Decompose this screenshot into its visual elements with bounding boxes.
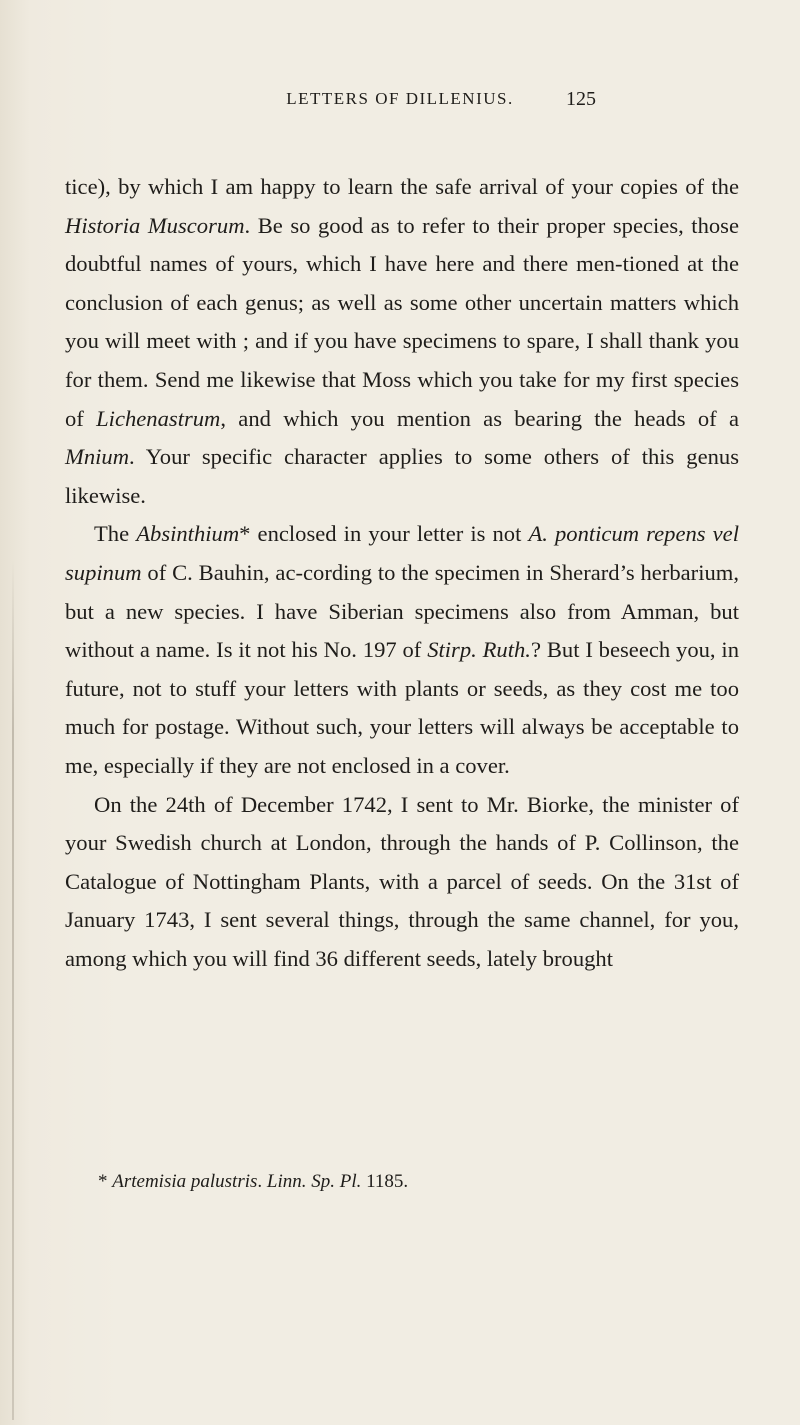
italic-text-run: Mnium xyxy=(65,444,130,470)
italic-text-run: Stirp. Ruth. xyxy=(427,637,531,663)
text-run: The xyxy=(94,521,137,547)
italic-text-run: A. ponticum repens vel supinum xyxy=(65,521,739,585)
text-run: , and which you mention as bearing the heads of a xyxy=(220,405,739,431)
paragraph-2 xyxy=(65,515,739,785)
text-run: . Be so good as to refer to their proper species, those doubtful names of yours, which I have here and there men-tioned at the conclusion of each genus; as well as some other uncertain matters which you will meet with ; and if you have specimens to spare, I shall thank you for them. Send me likewise that Moss which you take for my first species of xyxy=(65,212,739,431)
italic-text-run: Absinthium xyxy=(136,521,240,547)
paragraph-3 xyxy=(65,786,739,979)
text-run: . xyxy=(257,1171,267,1192)
text-run: of C. Bauhin, ac-cording to the specimen in Sherard’s herbarium, but a new species. I have Siberian specimens also from Amman, but without a name. Is it not his No. 197 of xyxy=(65,559,739,663)
italic-text-run: Lichenastrum xyxy=(96,405,221,431)
text-run: * xyxy=(98,1171,113,1192)
italic-text-run: Historia Muscorum xyxy=(65,212,245,238)
footnote xyxy=(98,1169,738,1195)
italic-text-run: Linn. Sp. Pl. xyxy=(266,1171,362,1192)
text-run: ? But I beseech you, in future, not to stuff your letters with plants or seeds, as they cost me too much for postage. Without such, your letters will always be acceptable to me, especially if they are not enclosed in a cover. xyxy=(65,637,739,778)
text-run: . Your specific character applies to some others of this genus likewise. xyxy=(65,444,739,508)
body-text xyxy=(65,168,739,978)
page-fold-shadow xyxy=(12,560,14,1420)
page-number: 125 xyxy=(566,88,596,110)
paragraph-1 xyxy=(65,168,739,515)
text-run: tice), by which I am happy to learn the safe arrival of your copies of the xyxy=(65,174,739,199)
page-header xyxy=(0,84,800,114)
italic-text-run: Artemisia palustris xyxy=(112,1171,258,1192)
text-run: * enclosed in your letter is not xyxy=(239,521,529,547)
text-run: 1185. xyxy=(361,1171,409,1192)
running-head: LETTERS OF DILLENIUS. xyxy=(286,89,514,108)
text-run: On the 24th of December 1742, I sent to Mr. Biorke, the minister of your Swedish church at London, through the hands of P. Collinson, the Catalogue of Nottingham Plants, with a parcel of seeds. On the 31st of January 1743, I sent several things, through the same channel, for you, among which you will find 36 different seeds, lately brought xyxy=(65,791,739,971)
